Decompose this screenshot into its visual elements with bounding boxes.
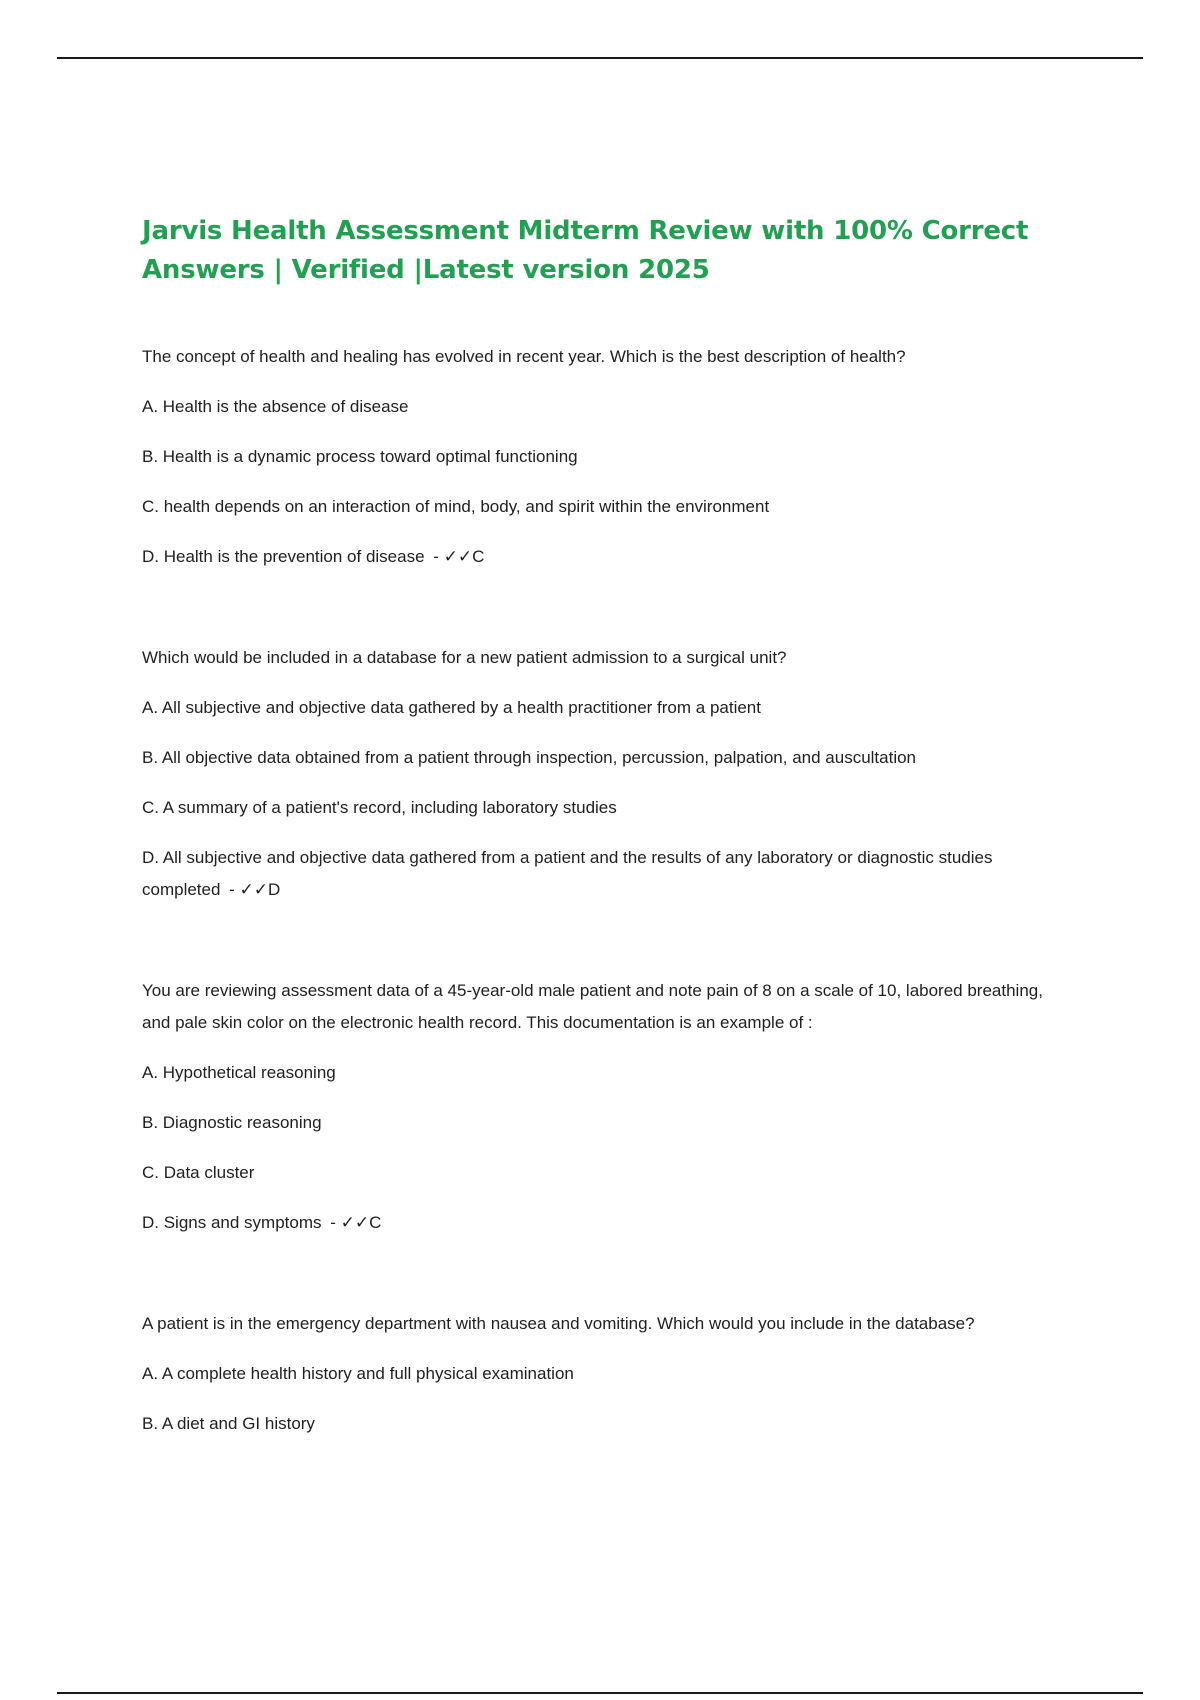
option-a: A. Hypothetical reasoning [142, 1063, 336, 1082]
option-d [142, 842, 1072, 906]
answer-key: - ✓✓C [330, 1213, 382, 1232]
option-d-text: D. Health is the prevention of disease [142, 547, 425, 566]
option-a: A. All subjective and objective data gathered by a health practitioner from a patient [142, 698, 761, 717]
option-d-text: D. All subjective and objective data gathered from a patient and the results of any laboratory or diagnostic studies completed [142, 848, 993, 899]
question-block-2 [142, 642, 1072, 906]
question-block-4 [142, 1308, 1072, 1440]
question-text: Which would be included in a database for a new patient admission to a surgical unit? [142, 648, 787, 667]
option-d [142, 1207, 1072, 1239]
bottom-rule [57, 1692, 1143, 1694]
option-d-text: D. Signs and symptoms [142, 1213, 322, 1232]
option-b: B. All objective data obtained from a patient through inspection, percussion, palpation, and auscultation [142, 748, 917, 767]
option-a: A. A complete health history and full physical examination [142, 1364, 574, 1383]
option-c: C. A summary of a patient's record, including laboratory studies [142, 798, 617, 817]
question-block-3 [142, 975, 1072, 1239]
top-rule [57, 57, 1143, 59]
question-text: A patient is in the emergency department with nausea and vomiting. Which would you include in the database? [142, 1314, 975, 1333]
document-title: Jarvis Health Assessment Midterm Review with 100% Correct Answers | Verified |Latest version 2025 [142, 216, 1029, 285]
document-body [142, 212, 1072, 1458]
question-text: You are reviewing assessment data of a 45-year-old male patient and note pain of 8 on a scale of 10, labored breathing, and pale skin color on the electronic health record. This documentation is an example of : [142, 981, 1043, 1032]
option-c: C. Data cluster [142, 1163, 255, 1182]
option-d [142, 541, 1072, 573]
option-b: B. A diet and GI history [142, 1414, 315, 1433]
option-c: C. health depends on an interaction of mind, body, and spirit within the environment [142, 497, 770, 516]
answer-key: - ✓✓C [433, 547, 485, 566]
question-text: The concept of health and healing has evolved in recent year. Which is the best description of health? [142, 347, 906, 366]
answer-key: - ✓✓D [229, 880, 281, 899]
option-a: A. Health is the absence of disease [142, 397, 409, 416]
question-block-1 [142, 341, 1072, 573]
option-b: B. Health is a dynamic process toward optimal functioning [142, 447, 578, 466]
option-b: B. Diagnostic reasoning [142, 1113, 322, 1132]
